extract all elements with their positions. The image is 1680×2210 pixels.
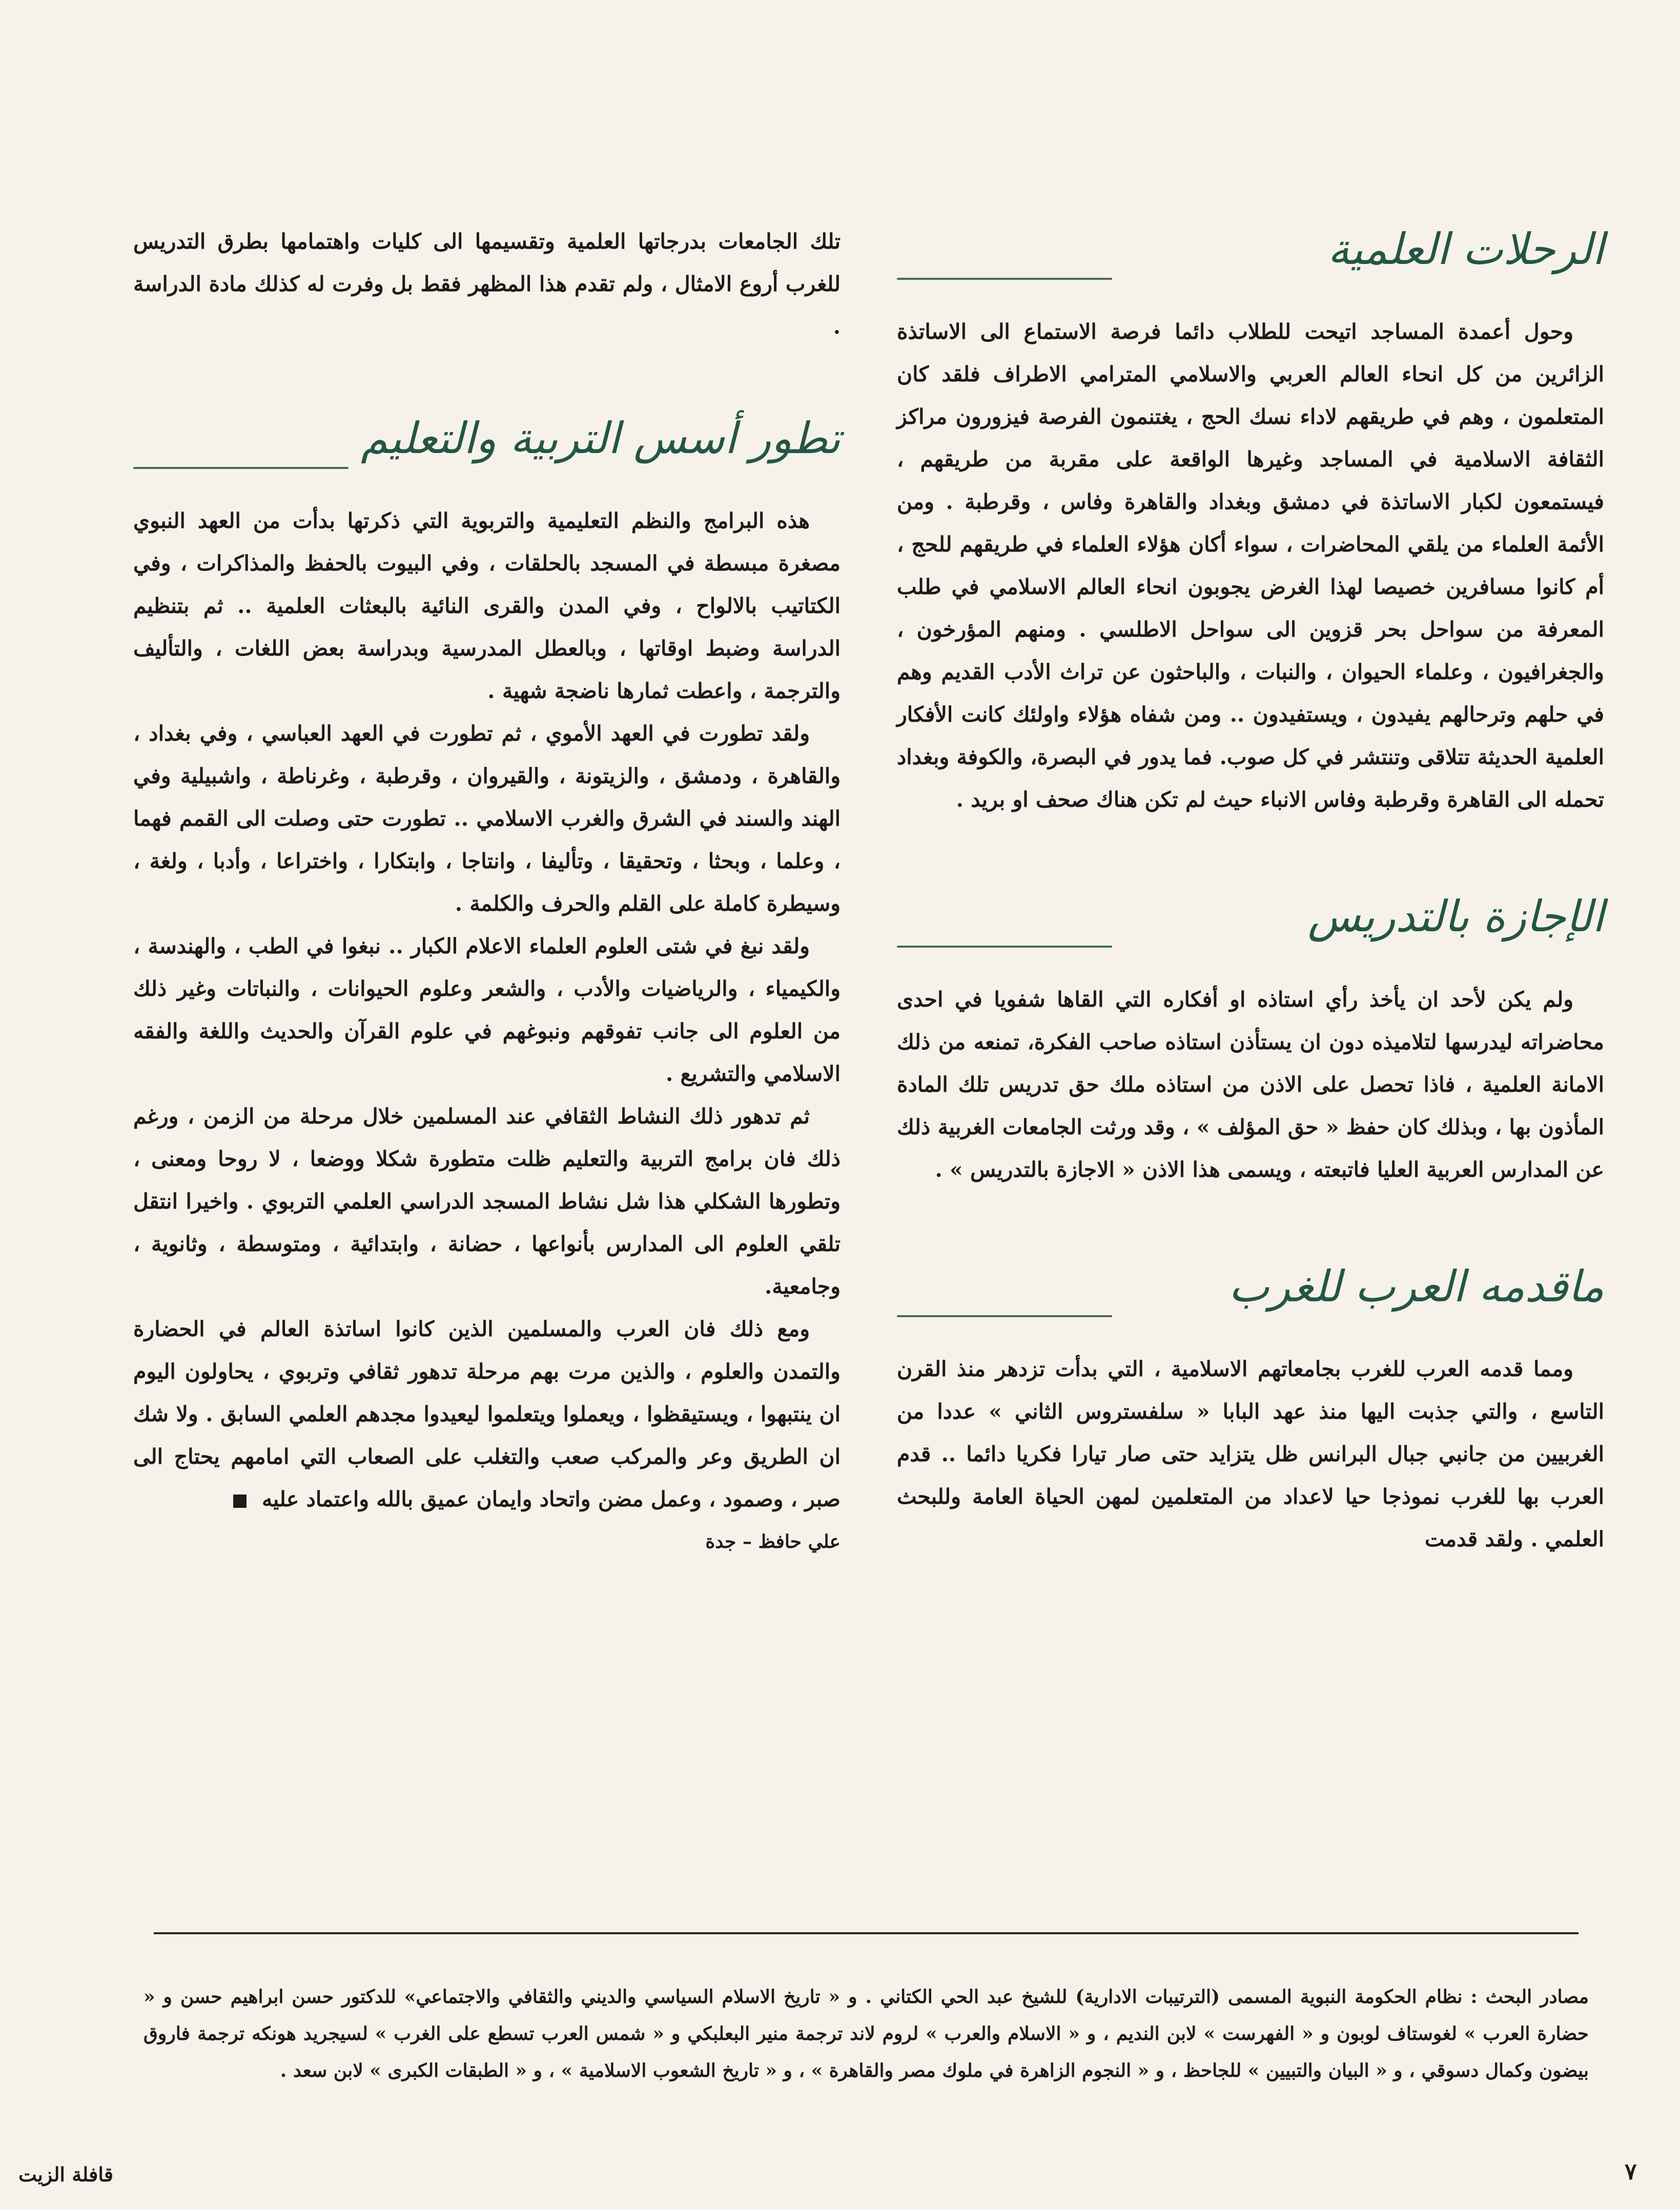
page-number: ٧ (1625, 2159, 1637, 2185)
paragraph: وحول أعمدة المساجد اتيحت للطلاب دائما فرصة الاستماع الى الاساتذة الزائرين من كل انحاء العالم العربي والاسلامي المترامي الاطراف فلقد كان المتعلمون ، وهم في طريقهم لاداء نسك الحج ، يغتنمون الفرصة فيزورون مراكز الثقافة الاسلامية في المساجد وغيرها الواقعة على مقربة من طريقهم ، فيستمعون لكبار الاساتذة في دمشق وبغداد والقاهرة وفاس ، وقرطبة . ومن الأئمة العلماء من يلقي المحاضرات ، سواء أكان هؤلاء العلماء في طريقهم للحج ، أم كانوا مسافرين خصيصا لهذا الغرض يجوبون انحاء العالم الاسلامي في طلب المعرفة من سواحل بحر قزوين الى سواحل الاطلسي . ومنهم المؤرخون ، والجغرافيون ، وعلماء الحيوان ، والنبات ، والباحثون عن تراث الأدب القديم وهم في حلهم وترحالهم يفيدون ، ويستفيدون .. ومن شفاه هؤلاء واولئك كانت الأفكار العلمية الحديثة تتلاقى وتنتشر في كل صوب. فما يدور في البصرة، والكوفة وبغداد تحمله الى القاهرة وقرطبة وفاس الانباء حيث لم تكن هناك صحف او بريد . (897, 319, 1604, 812)
right-column (897, 226, 1604, 1632)
section-arab-contribution (897, 1263, 1604, 1561)
section-heading (897, 226, 1604, 280)
sources-footnote: مصادر البحث : نظام الحكومة النبوية المسمى (الترتيبات الادارية) للشيخ عبد الحي الكتاني . و « تاريخ الاسلام السياسي والديني والثقافي والاجتماعي» للدكتور حسن ابراهيم حسن و « حضارة العرب » لغوستاف لوبون و « الفهرست » لابن النديم ، و « الاسلام والعرب » لروم لاند ترجمة منير البعلبكي و « شمس العرب تسطع على الغرب » لسيجريد هونكه ترجمة فاروق بيضون وكمال دسوقي ، و « البيان والتبيين » للجاحظ ، و « النجوم الزاهرة في ملوك مصر والقاهرة » ، و « تاريخ الشعوب الاسلامية » ، و « الطبقات الكبرى » لابن سعد . (144, 1986, 1589, 2081)
paragraph: ثم تدهور ذلك النشاط الثقافي عند المسلمين خلال مرحلة من الزمن ، ورغم ذلك فان برامج التربية والتعليم ظلت متطورة شكلا ووضعا ، لا روحا ومعنى ، وتطورها الشكلي هذا شل نشاط المسجد الدراسي العلمي التربوي . واخيرا انتقل تلقي العلوم الى المدارس بأنواعها ، حضانة ، وابتدائية ، ومتوسطة ، وثانوية ، وجامعية. (133, 1104, 841, 1299)
paragraph: ومما قدمه العرب للغرب بجامعاتهم الاسلامية ، التي بدأت تزدهر منذ القرن التاسع ، والتي جذبت اليها منذ عهد البابا « سلفستروس الثاني » عددا من الغربيين من جانبي جبال البرانس ظل يتزايد حتى صار تيارا فكريا دائما .. قدم العرب بها للغرب نموذجا حيا لاعداد من المتعلمين لمهن الحياة العامة وللبحث العلمي . ولقد قدمت (897, 1357, 1604, 1552)
final-paragraph-text: ومع ذلك فان العرب والمسلمين الذين كانوا اساتذة العالم في الحضارة والتمدن والعلوم ، والذين مرت بهم مرحلة تدهور ثقافي وتربوي ، يحاولون اليوم ان ينتبهوا ، ويستيقظوا ، ويعملوا ويتعلموا ليعيدوا مجدهم العلمي السابق . ولا شك ان الطريق وعر والمركب صعب والتغلب على الصعاب التي امامهم يحتاج الى صبر ، وصمود ، وعمل مضن واتحاد وايمان عميق بالله واعتماد عليه (133, 1317, 841, 1512)
paragraph: ولقد تطورت في العهد الأموي ، ثم تطورت في العهد العباسي ، وفي بغداد ، والقاهرة ، ودمشق ، والزيتونة ، والقيروان ، وقرطبة ، وغرناطة ، واشبيلية وفي الهند والسند في الشرق والغرب الاسلامي .. تطورت حتى وصلت الى القمم فهما ، وعلما ، وبحثا ، وتحقيقا ، وتأليفا ، وانتاجا ، وابتكارا ، واختراعا ، وأدبا ، ولغة ، وسيطرة كاملة على القلم والحرف والكلمة . (133, 721, 841, 916)
magazine-name: قافلة الزيت (18, 2163, 114, 2186)
continuation-paragraph: تلك الجامعات بدرجاتها العلمية وتقسيمها الى كليات واهتمامها بطرق التدريس للغرب أروع الامثال ، ولم تقدم هذا المظهر فقط بل وفرت له كذلك مادة الدراسة . (133, 229, 841, 339)
paragraph: هذه البرامج والنظم التعليمية والتربوية التي ذكرتها بدأت من العهد النبوي مصغرة مبسطة في المسجد بالحلقات ، وفي البيوت بالحفظ والمذاكرات ، وفي الكتاتيب بالالواح ، وفي المدن والقرى النائية بالبعثات العلمية .. ثم بتنظيم الدراسة وضبط اوقاتها ، وبالعطل المدرسية وبدراسة بعض اللغات ، والتأليف والترجمة ، واعطت ثمارها ناضجة شهية . (133, 508, 841, 704)
section-heading (897, 893, 1604, 947)
section-scientific-journeys (897, 226, 1604, 821)
section-teaching-license (897, 893, 1604, 1191)
paragraph-final (133, 1308, 841, 1521)
section-heading (133, 415, 841, 469)
footnote-divider (154, 1932, 1579, 1934)
heading-flourish (133, 467, 349, 469)
heading-text: الإجازة بالتدريس (1307, 891, 1604, 942)
heading-text: ماقدمه العرب للغرب (1228, 1261, 1604, 1312)
section-heading (897, 1263, 1604, 1317)
end-of-article-marker (233, 1495, 247, 1508)
paragraph: ولم يكن لأحد ان يأخذ رأي استاذه او أفكاره التي القاها شفويا في احدى محاضراته ليدرسها لتلاميذه دون ان يستأذن استاذه صاحب الفكرة، تمنعه من ذلك الامانة العلمية ، فاذا تحصل على الاذن من استاذه ملك حق تدريس تلك المادة المأذون بها ، وبذلك كان حفظ « حق المؤلف » ، وقد ورثت الجامعات الغربية ذلك عن المدارس العربية العليا فاتبعته ، ويسمى هذا الاذن « الاجازة بالتدريس » . (897, 987, 1604, 1182)
heading-text: تطور أسس التربية والتعليم (361, 413, 841, 463)
heading-text: الرحلات العلمية (1327, 224, 1604, 274)
author-signature: علي حافظ – جدة (705, 1531, 841, 1553)
paragraph: ولقد نبغ في شتى العلوم العلماء الاعلام الكبار .. نبغوا في الطب ، والهندسة ، والكيمياء ، والرياضيات والأدب ، والشعر وعلوم الحيوانات ، والنباتات وغير ذلك من العلوم الى جانب تفوقهم ونبوغهم في علوم القرآن والحديث واللغة والفقه الاسلامي والتشريع . (133, 934, 841, 1087)
left-column (133, 220, 841, 1552)
heading-flourish (897, 1315, 1112, 1317)
heading-flourish (897, 278, 1112, 280)
section-education-development (133, 415, 841, 1552)
heading-flourish (897, 946, 1112, 948)
